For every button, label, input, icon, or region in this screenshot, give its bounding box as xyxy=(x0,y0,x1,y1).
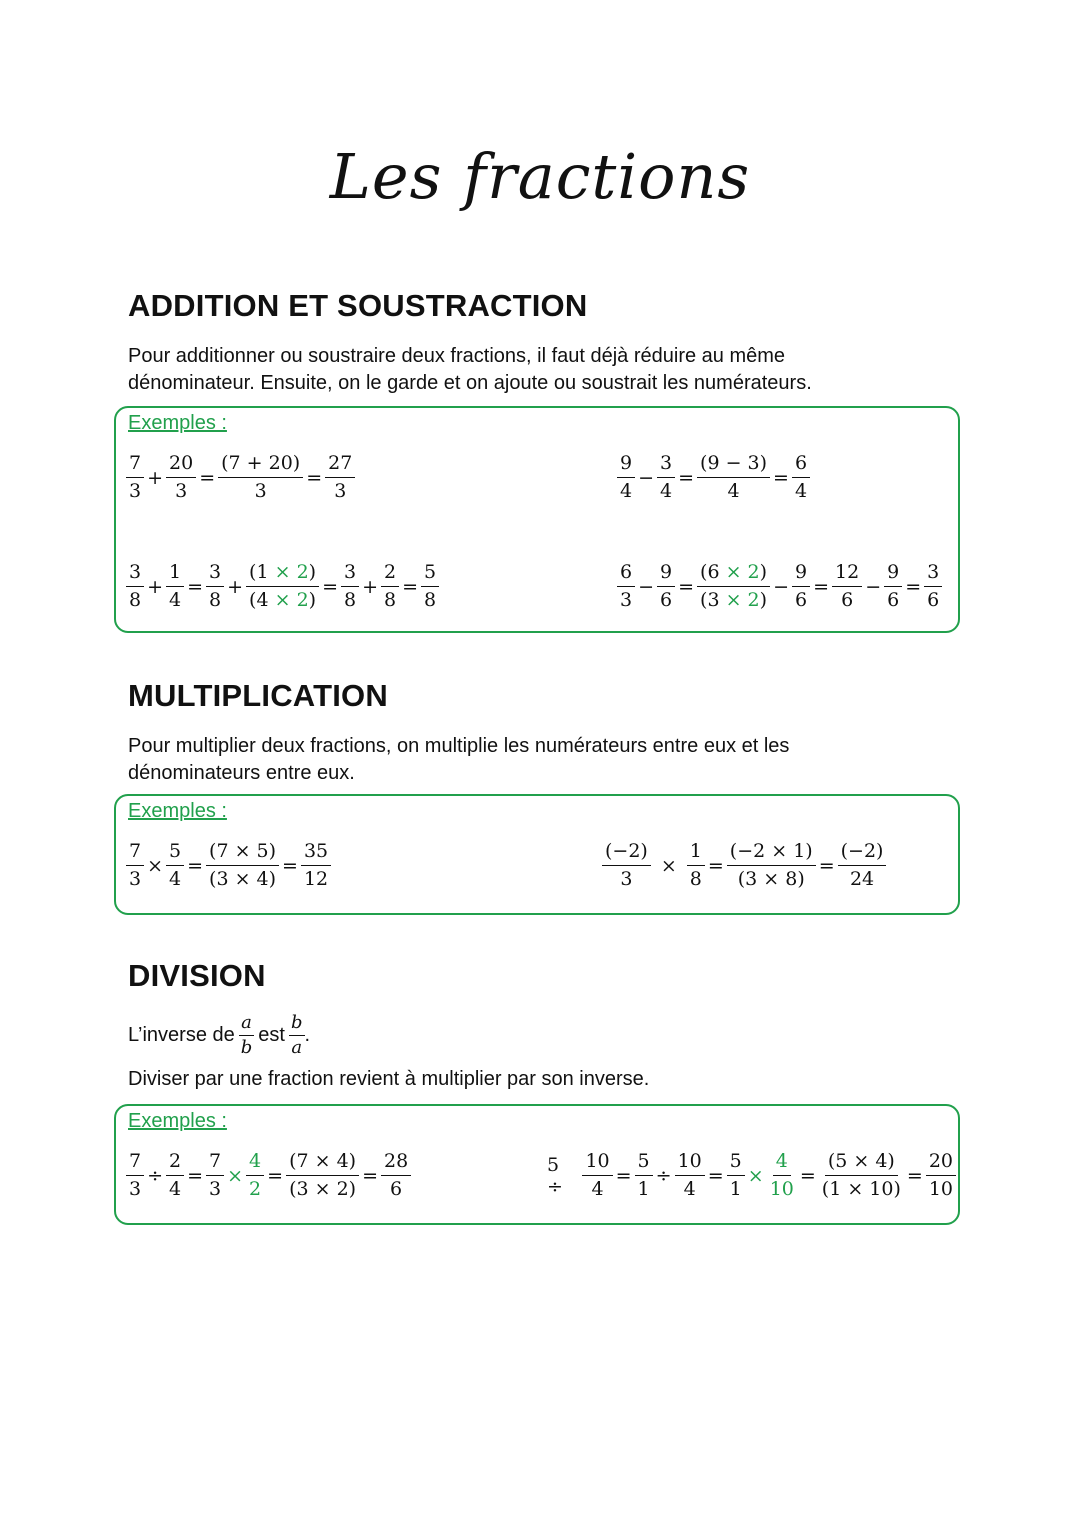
fraction: $\frac{2}{8}$ xyxy=(381,563,399,610)
addition-line-2: dénominateur. Ensuite, on le garde et on ajoute ou soustrait les numérateurs. xyxy=(128,372,812,394)
fraction: $\frac{(-2)}{3}$ xyxy=(602,842,651,889)
equals: = xyxy=(187,854,204,877)
fraction: $\frac{4}{10}$ xyxy=(769,1150,794,1200)
fraction: $\frac{(-2)}{24}$ xyxy=(838,842,887,889)
operator: − xyxy=(865,575,882,598)
fraction: $\frac{12}{6}$ xyxy=(832,563,862,610)
equals: = xyxy=(402,575,419,598)
addition-line-1: Pour additionner ou soustraire deux fractions, il faut déjà réduire au même xyxy=(128,345,786,367)
fraction: $\frac{5}{4}$ xyxy=(166,842,184,889)
fraction: $\frac{9}{6}$ xyxy=(657,563,675,610)
operator: + xyxy=(147,466,164,489)
fraction: $\frac{28}{6}$ xyxy=(381,1152,411,1199)
fraction: $\frac{(-2 \times 1)}{(3 \times 8)}$ xyxy=(727,842,816,889)
fraction: $\frac{7}{3}$ xyxy=(126,842,144,889)
fraction-a-over-b: $\frac{a}{b}$ xyxy=(240,1012,253,1058)
division-example-2 xyxy=(546,1152,958,1199)
fraction: $\frac{10}{4}$ xyxy=(675,1152,705,1199)
equals: = xyxy=(707,1164,724,1187)
inverse-prefix: L’inverse de xyxy=(128,1024,235,1046)
operator: × xyxy=(147,854,164,877)
fraction: $\frac{27}{3}$ xyxy=(325,454,355,501)
operator: + xyxy=(362,575,379,598)
fraction: $\frac{4}{2}$ xyxy=(246,1152,264,1199)
fraction: $\frac{9}{6}$ xyxy=(884,563,902,610)
fraction-b-over-a: $\frac{b}{a}$ xyxy=(290,1012,303,1058)
fraction: $\frac{5}{1}$ xyxy=(727,1152,745,1199)
addition-description xyxy=(128,343,928,397)
equals: = xyxy=(678,575,695,598)
fraction: $\frac{5}{1}$ xyxy=(635,1152,653,1199)
operator: × xyxy=(227,1164,244,1187)
equals: = xyxy=(615,1164,632,1187)
equals: = xyxy=(906,1164,923,1187)
addition-example-1 xyxy=(124,454,357,501)
inverse-mid: est xyxy=(258,1024,285,1046)
page-title: Les fractions xyxy=(329,140,751,213)
equals: = xyxy=(267,1164,284,1187)
equals: = xyxy=(187,1164,204,1187)
fraction: $\frac{(1 \times 2)}{(4 \times 2)}$ xyxy=(246,563,319,610)
multiplication-example-1 xyxy=(124,842,333,889)
multiplication-line-2: dénominateurs entre eux. xyxy=(128,762,355,784)
fraction: $\frac{6}{4}$ xyxy=(792,454,810,501)
multiplication-example-2 xyxy=(600,842,888,889)
equals: = xyxy=(813,575,830,598)
operator: ÷ xyxy=(147,1164,164,1187)
fraction: $\frac{9}{6}$ xyxy=(792,563,810,610)
equals: = xyxy=(678,466,695,489)
operator: − xyxy=(638,575,655,598)
multiplication-line-1: Pour multiplier deux fractions, on multiplie les numérateurs entre eux et les xyxy=(128,735,790,757)
operator: + xyxy=(147,575,164,598)
fraction: $\frac{7}{3}$ xyxy=(206,1152,224,1199)
multiplication-description xyxy=(128,733,928,787)
equals: = xyxy=(707,854,724,877)
equals: = xyxy=(905,575,922,598)
equals: = xyxy=(306,466,323,489)
equals: = xyxy=(799,1164,816,1187)
fraction: $\frac{3}{8}$ xyxy=(341,563,359,610)
operator: × xyxy=(747,1164,764,1187)
fraction: $\frac{3}{6}$ xyxy=(924,563,942,610)
multiplication-heading: MULTIPLICATION xyxy=(128,678,388,713)
addition-examples-label: Exemples : xyxy=(128,412,227,434)
multiplication-examples-label: Exemples : xyxy=(128,800,227,822)
fraction: $\frac{20}{10}$ xyxy=(926,1152,956,1199)
fraction: $\frac{(7 \times 4)}{(3 \times 2)}$ xyxy=(286,1152,359,1199)
fraction: $\frac{7}{3}$ xyxy=(126,454,144,501)
fraction: $\frac{3}{8}$ xyxy=(206,563,224,610)
operator: − xyxy=(773,575,789,598)
inverse-end: . xyxy=(304,1024,311,1046)
operator: − xyxy=(638,466,655,489)
fraction: $\frac{20}{3}$ xyxy=(166,454,196,501)
equals: = xyxy=(362,1164,378,1187)
fraction: $\frac{5}{8}$ xyxy=(421,563,439,610)
division-inverse-definition xyxy=(128,1014,928,1057)
addition-heading: ADDITION ET SOUSTRACTION xyxy=(128,288,588,323)
fraction: $\frac{2}{4}$ xyxy=(166,1152,184,1199)
fraction: $\frac{3}{8}$ xyxy=(126,563,144,610)
fraction: $\frac{(6 \times 2)}{(3 \times 2)}$ xyxy=(697,563,770,610)
fraction: $\frac{(7 + 20)}{3}$ xyxy=(218,454,303,501)
fraction: $\frac{35}{12}$ xyxy=(301,842,331,889)
addition-examples-box xyxy=(114,406,960,633)
fraction: $\frac{6}{3}$ xyxy=(617,563,635,610)
fraction: $\frac{1}{4}$ xyxy=(166,563,184,610)
equals: = xyxy=(187,575,204,598)
division-examples-label: Exemples : xyxy=(128,1110,227,1132)
operator: + xyxy=(227,575,244,598)
operator: × xyxy=(660,854,677,877)
fraction: $\frac{(9 - 3)}{4}$ xyxy=(697,454,770,501)
equals: = xyxy=(282,854,298,877)
fraction: $\frac{10}{4}$ xyxy=(582,1152,612,1199)
fraction: $\frac{7}{3}$ xyxy=(126,1152,144,1199)
division-rule: Diviser par une fraction revient à multiplier par son inverse. xyxy=(128,1068,650,1090)
fraction: $\frac{(5 \times 4)}{(1 \times 10)}$ xyxy=(821,1150,901,1200)
multiplication-examples-box xyxy=(114,794,960,915)
subtraction-example-1 xyxy=(615,454,812,501)
equals: = xyxy=(199,466,216,489)
fraction: $\frac{3}{4}$ xyxy=(657,454,675,501)
fraction: $\frac{(7 \times 5)}{(3 \times 4)}$ xyxy=(206,842,279,889)
equals: = xyxy=(773,466,789,489)
equals: = xyxy=(322,575,339,598)
lead-term: 5 ÷ xyxy=(547,1153,563,1198)
division-example-1 xyxy=(124,1152,413,1199)
fraction: $\frac{1}{8}$ xyxy=(687,842,705,889)
division-heading: DIVISION xyxy=(128,958,266,993)
subtraction-example-2 xyxy=(615,563,944,610)
addition-example-2 xyxy=(124,563,441,610)
operator: ÷ xyxy=(655,1164,672,1187)
division-examples-box xyxy=(114,1104,960,1225)
equals: = xyxy=(818,854,835,877)
fraction: $\frac{9}{4}$ xyxy=(617,454,635,501)
